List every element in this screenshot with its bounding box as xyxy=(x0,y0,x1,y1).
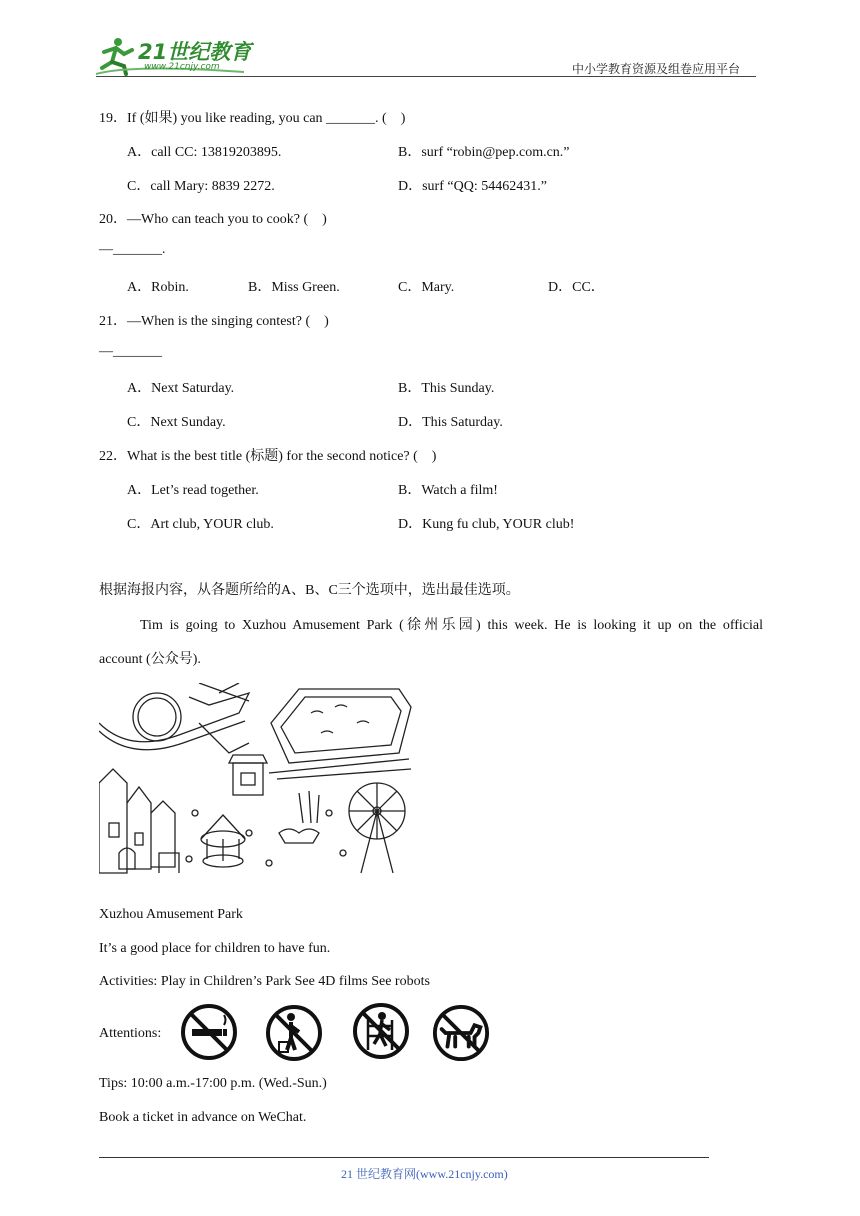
header-platform-text: 中小学教育资源及组卷应用平台 xyxy=(572,62,741,76)
question-20-option-d[interactable]: D．CC． xyxy=(548,280,605,295)
section-intro-line-1: Tim is going to Xuzhou Amusement Park (徐州乐园) this week. He is looking it up on the official xyxy=(140,618,763,633)
question-21-option-b[interactable]: B．This Sunday. xyxy=(398,381,495,396)
poster-booking: Book a ticket in advance on WeChat. xyxy=(99,1110,307,1125)
question-20-option-a[interactable]: A．Robin. xyxy=(127,280,189,295)
question-20-answer-line: —_______. xyxy=(99,242,166,257)
no-pets-icon xyxy=(432,1004,490,1062)
poster-tips: Tips: 10:00 a.m.-17:00 p.m. (Wed.-Sun.) xyxy=(99,1076,327,1091)
no-littering-icon xyxy=(265,1004,323,1062)
section-instruction: 根据海报内容，从各题所给的A、B、C三个选项中，选出最佳选项。 xyxy=(99,583,520,598)
no-climbing-icon xyxy=(352,1002,410,1060)
question-21-stem: 21．—When is the singing contest? ( ) xyxy=(99,314,329,329)
question-19-option-a[interactable]: A．call CC: 13819203895. xyxy=(127,145,282,160)
question-20-stem: 20．—Who can teach you to cook? ( ) xyxy=(99,212,327,227)
question-22-option-d[interactable]: D．Kung fu club, YOUR club! xyxy=(398,517,575,532)
poster-description: It’s a good place for children to have fun. xyxy=(99,941,331,956)
amusement-park-illustration xyxy=(99,683,413,885)
no-smoking-icon xyxy=(180,1003,238,1061)
site-logo xyxy=(94,34,264,76)
question-21-option-c[interactable]: C．Next Sunday. xyxy=(127,415,226,430)
logo-text: 21世纪教育 xyxy=(138,40,252,64)
poster-title: Xuzhou Amusement Park xyxy=(99,907,243,922)
question-20-option-c[interactable]: C．Mary. xyxy=(398,280,455,295)
question-22-option-c[interactable]: C．Art club, YOUR club. xyxy=(127,517,274,532)
question-22-option-a[interactable]: A．Let’s read together. xyxy=(127,483,259,498)
question-21-option-d[interactable]: D．This Saturday. xyxy=(398,415,503,430)
question-21-option-a[interactable]: A．Next Saturday. xyxy=(127,381,235,396)
poster-activities: Activities: Play in Children’s Park See 4D films See robots xyxy=(99,974,430,989)
header-divider xyxy=(96,76,756,77)
question-21-answer-line: —_______ xyxy=(99,344,162,359)
footer-link[interactable]: 21 世纪教育网(www.21cnjy.com) xyxy=(341,1167,508,1181)
question-19-option-c[interactable]: C．call Mary: 8839 2272. xyxy=(127,179,275,194)
question-19-option-d[interactable]: D．surf “QQ: 54462431.” xyxy=(398,179,547,194)
question-22-stem: 22．What is the best title (标题) for the second notice? ( ) xyxy=(99,449,437,464)
question-20-option-b[interactable]: B．Miss Green. xyxy=(248,280,340,295)
question-22-option-b[interactable]: B．Watch a film! xyxy=(398,483,498,498)
logo-url: www.21cnjy.com xyxy=(144,62,220,72)
footer-divider xyxy=(99,1157,709,1158)
question-19-stem: 19．If (如果) you like reading, you can _______. ( ) xyxy=(99,111,406,126)
section-intro-line-2: account (公众号). xyxy=(99,652,201,667)
question-19-option-b[interactable]: B．surf “robin@pep.com.cn.” xyxy=(398,145,570,160)
poster-attentions-label: Attentions: xyxy=(99,1026,162,1041)
